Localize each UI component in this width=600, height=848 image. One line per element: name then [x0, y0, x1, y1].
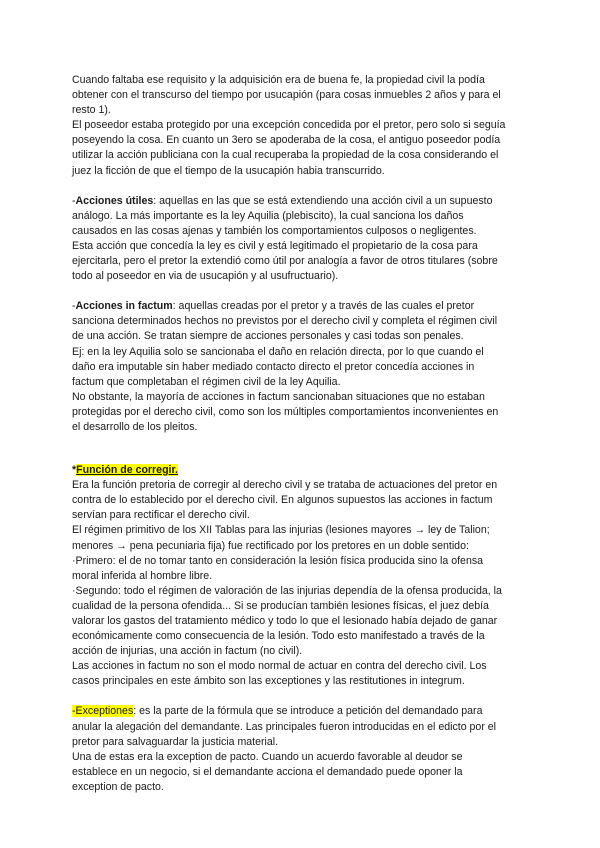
- heading-prefix: *: [72, 464, 77, 477]
- text-line: El poseedor estaba protegido por una excepción concedida por el pretor, pero solo si seguía: [72, 119, 506, 132]
- text-line: juez la ficción de que el tiempo de la usucapión habia transcurrido.: [72, 164, 385, 177]
- text-line: ·Primero: el de no tomar tanto en consideración la lesión física producida sino la ofensa: [72, 554, 484, 567]
- bullet-prefix: -: [72, 194, 76, 207]
- text-line: causados en las cosas ajenas y también los comportamientos culposos o negligentes.: [72, 224, 477, 237]
- text-line: protegidas por el derecho civil, como son los múltiples comportamientos inconvenientes en: [72, 405, 499, 418]
- text-line: [72, 704, 540, 719]
- text-line: análogo. La más importante es la ley Aquilia (plebiscito), la cual sanciona los daños: [72, 209, 464, 222]
- term-acciones-in-factum: Acciones in factum: [75, 300, 173, 313]
- text-line: [72, 299, 540, 314]
- text-line: factum que completaban el régimen civil de la ley Aquilia.: [72, 375, 341, 388]
- text-line: acción de injurias, una acción in factum (no civil).: [72, 645, 303, 658]
- text-line: Una de estas era la exception de pacto. Cuando un acuerdo favorable al deudor se: [72, 750, 463, 763]
- text-line: No obstante, la mayoría de acciones in factum sancionaban situaciones que no estaban: [72, 390, 485, 403]
- text-line: Las acciones in factum no son el modo normal de actuar en contra del derecho civil. Los: [72, 660, 487, 673]
- bullet-prefix: -: [72, 300, 76, 313]
- term-definition: : aquellas en las que se está extendiendo una acción civil a un supuesto: [153, 194, 493, 207]
- text-line: obtener con el transcurso del tiempo por usucapión (para cosas inmuebles 2 años y para el: [72, 89, 501, 102]
- text-line: exception de pacto.: [72, 780, 164, 793]
- text-line: de una acción. Se tratan siempre de acciones personales y casi todas son penales.: [72, 330, 464, 343]
- text-line: ejercitarla, pero el pretor la extendió como útil por analogía a favor de otros titulares (sobre: [72, 255, 498, 268]
- text-line: casos principales en este ámbito son las exceptiones y las restitutiones in integrum.: [72, 675, 465, 688]
- text-line: servían para rectificar el derecho civil.: [72, 509, 250, 522]
- text-line: ·Segundo: todo el régimen de valoración de las injurias dependía de la ofensa producida, la: [72, 584, 502, 597]
- text-line: valorar los gastos del tratamiento médico y todo lo que el lesionado había dejado de ganar: [72, 615, 498, 627]
- section-funcion-corregir: [72, 463, 540, 689]
- section-acciones-utiles: [72, 194, 540, 285]
- text-line: Ej: en la ley Aquilia solo se sancionaba el daño en relación directa, por lo que cuando el: [72, 345, 484, 358]
- text-line: Esta acción que concedía la ley es civil y está legitimado el propietario de la cosa para: [72, 239, 478, 252]
- text-line: resto 1).: [72, 104, 111, 117]
- text-line: económicamente como consecuencia de la lesión. Todo esto manifestado a través de la: [72, 630, 485, 643]
- text-line: sanciona determinados hechos no previstos por el derecho civil y completa el régimen civil: [72, 315, 498, 328]
- text-line: contra de lo establecido por el derecho civil. En algunos supuestos las acciones in factum: [72, 494, 493, 507]
- text-line: moral inferida al hombre libre.: [72, 569, 213, 582]
- text-line: anular la alegación del demandante. Las principales fueron introducidas en el edicto por el: [72, 720, 497, 733]
- text-line: pretor para salvaguardar la justicia material.: [72, 735, 279, 748]
- text-line: poseyendo la cosa. En cuanto un 3ero se apoderaba de la cosa, el antiguo poseedor podía: [72, 134, 501, 147]
- term-exceptiones: -Exceptiones: [72, 705, 134, 718]
- section-acciones-in-factum: [72, 299, 540, 435]
- heading-funcion-de-corregir: Función de corregir.: [76, 464, 178, 477]
- text-line: El régimen primitivo de los XII Tablas para las injurias (lesiones mayores → ley de Talion;: [72, 524, 490, 537]
- section-excepciones: [72, 704, 540, 795]
- text-line: [72, 194, 540, 209]
- text-line: daño era imputable sin haber mediado contacto directo el pretor concedía acciones in: [72, 360, 475, 373]
- text-line: establece en un negocio, si el demandante acciona el demandado puede oponer la: [72, 765, 463, 778]
- text-line: utilizar la acción publiciana con la cual recuperaba la propiedad de la cosa considerando el: [72, 149, 499, 162]
- text-line: menores → pena pecuniaria fija) fue rectificado por los pretores en un doble sentido:: [72, 539, 469, 552]
- section-heading: [72, 463, 540, 478]
- text-line: cualidad de la persona ofendida... Si se producían también lesiones físicas, el juez debía: [72, 599, 489, 612]
- text-line: el desarrollo de los pleitos.: [72, 420, 198, 433]
- text-line: Era la función pretoria de corregir al derecho civil y se trataba de actuaciones del pretor en: [72, 479, 498, 492]
- term-definition: : aquellas creadas por el pretor y a través de las cuales el pretor: [172, 300, 475, 313]
- term-acciones-utiles: Acciones útiles: [75, 194, 154, 207]
- paragraph-usucapion: [72, 73, 540, 179]
- text-line: todo al poseedor en via de usucapión y al usufructuario).: [72, 270, 339, 283]
- term-definition: : es la parte de la fórmula que se introduce a petición del demandado para: [133, 705, 483, 718]
- text-line: Cuando faltaba ese requisito y la adquisición era de buena fe, la propiedad civil la podía: [72, 74, 485, 86]
